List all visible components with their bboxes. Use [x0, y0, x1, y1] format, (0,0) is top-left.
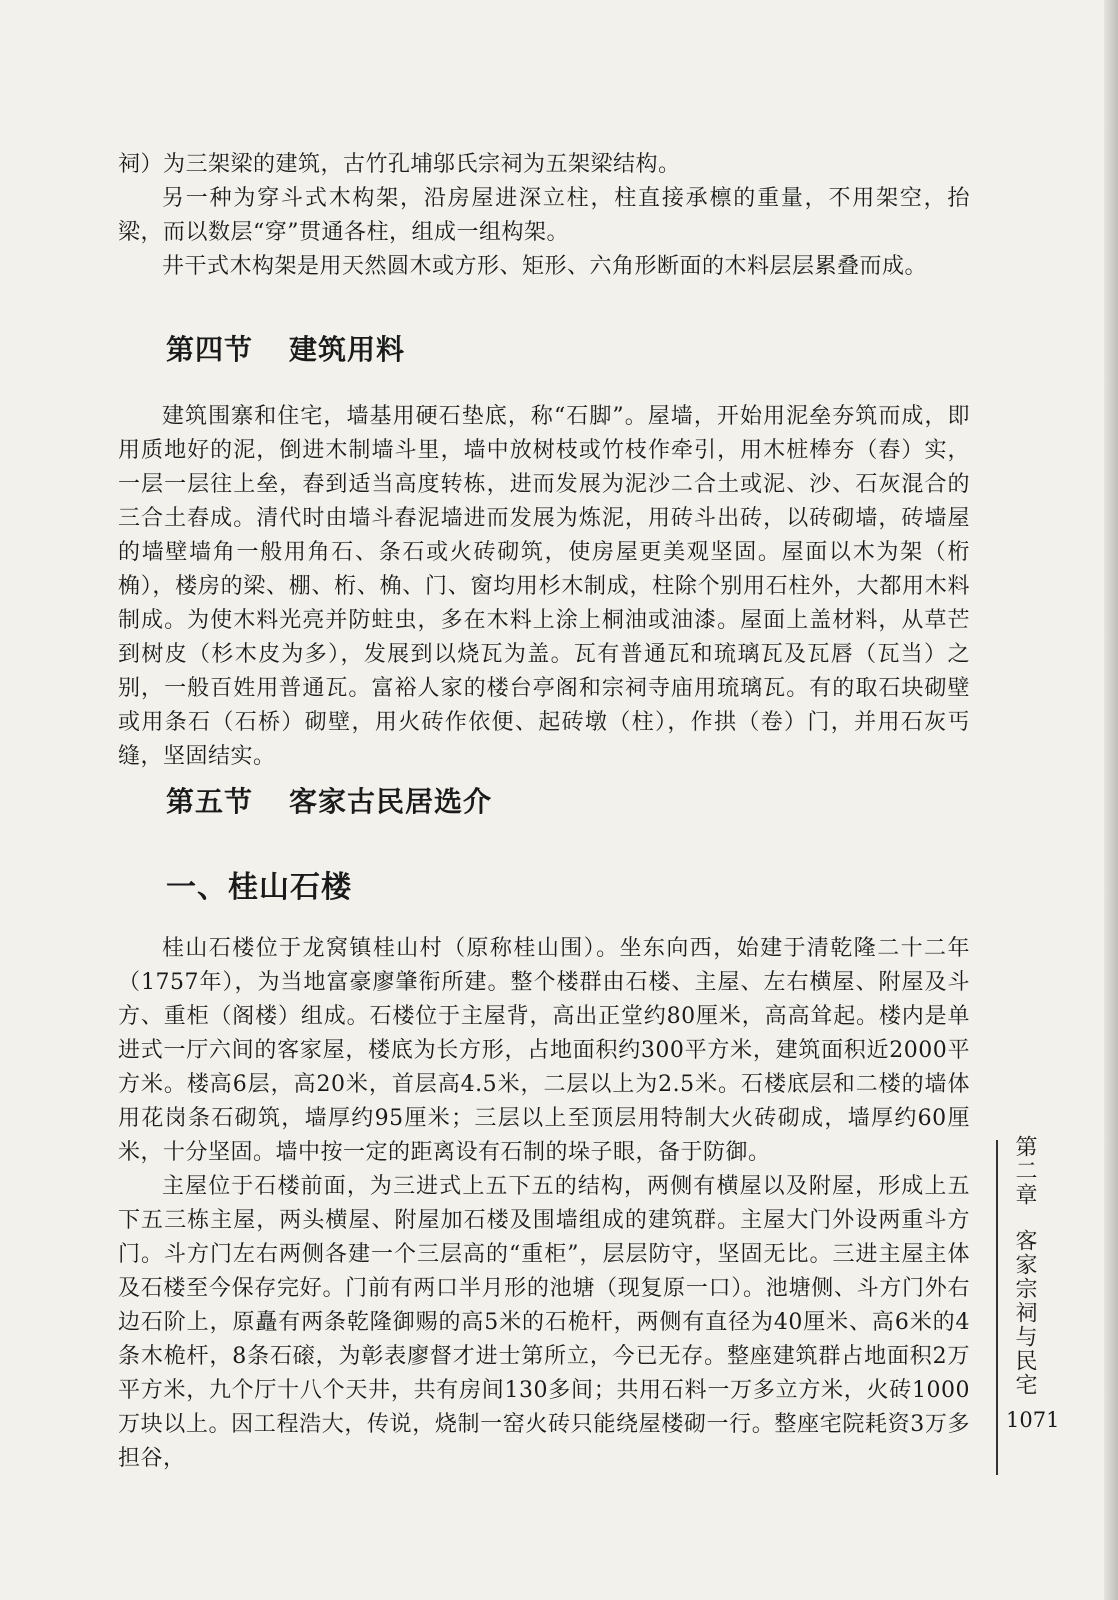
paragraph-jinggan-frame: 井干式木构架是用天然圆木或方形、矩形、六角形断面的木料层层累叠而成。	[162, 254, 928, 279]
section-number: 第五节	[166, 785, 254, 818]
page-edge-shadow	[1104, 0, 1118, 1600]
subsection-heading-guishan: 一、桂山石楼	[166, 870, 352, 905]
section-title: 建筑用料	[289, 333, 406, 366]
paragraph-building-materials: 建筑围寨和住宅，墙基用硬石垫底，称“石脚”。屋墙，开始用泥垒夯筑而成，即用质地好的泥，倒进木制墙斗里，墙中放树枝或竹枝作牵引，用木桩棒夯（舂）实，一层一层往上垒，舂到适当高度转栋，进而发展为泥沙二合土或泥、沙、石灰混合的三合土舂成。清代时由墙斗舂泥墙进而发展为炼泥，用砖斗出砖，以砖砌墙，砖墙屋的墙壁墙角一般用角石、条石或火砖砌筑，使房屋更美观坚固。屋面以木为架（桁桷），楼房的梁、棚、桁、桷、门、窗均用杉木制成，柱除个别用石柱外，大都用木料制成。为使木料光亮并防蛀虫，多在木料上涂上桐油或油漆。屋面上盖材料，从草芒到树皮（杉木皮为多），发展到以烧瓦为盖。瓦有普通瓦和琉璃瓦及瓦唇（瓦当）之别，一般百姓用普通瓦。富裕人家的楼台亭阁和宗祠寺庙用琉璃瓦。有的取石块砌壁或用条石（石桥）砌壁，用火砖作依便、起砖墩（柱），作拱（卷）门，并用石灰丐缝，坚固结实。	[118, 404, 970, 769]
paragraph-beam-structure: 祠）为三架梁的建筑，古竹孔埔邬氏宗祠为五架梁结构。	[118, 152, 681, 177]
paragraph-chuandou-frame: 另一种为穿斗式木构架，沿房屋进深立柱，柱直接承檩的重量，不用架空，抬梁，而以数层“穿”贯通各柱，组成一组构架。	[118, 186, 970, 245]
section-heading-materials	[166, 328, 405, 368]
margin-rule	[996, 1140, 998, 1475]
section-number: 第四节	[166, 333, 254, 366]
paragraph-main-house: 主屋位于石楼前面，为三进式上五下五的结构，两侧有横屋以及附屋，形成上五下五三栋主屋，两头横屋、附屋加石楼及围墙组成的建筑群。主屋大门外设两重斗方门。斗方门左右两侧各建一个三层高的“重柜”，层层防守，坚固无比。三进主屋主体及石楼至今保存完好。门前有两口半月形的池塘（现复原一口）。池塘侧、斗方门外右边石阶上，原矗有两条乾隆御赐的高5米的石桅杆，两侧有直径为40厘米、高6米的4条木桅杆，8条石磙，为彰表廖督才进士第所立，今已无存。整座建筑群占地面积2万平方米，九个厅十八个天井，共有房间130多间；共用石料一万多立方米，火砖1000万块以上。因工程浩大，传说，烧制一窑火砖只能绕屋楼砌一行。整座宅院耗资3万多担谷，	[118, 1174, 970, 1471]
chapter-title: 客家宗祠与民宅	[1012, 1229, 1037, 1397]
paragraph-guishan-stone-tower: 桂山石楼位于龙窝镇桂山村（原称桂山围）。坐东向西，始建于清乾隆二十二年（1757年），为当地富豪廖肇衔所建。整个楼群由石楼、主屋、左右横屋、附屋及斗方、重柜（阁楼）组成。石楼位于主屋背，高出正堂约80厘米，高高耸起。楼内是单进式一厅六间的客家屋，楼底为长方形，占地面积约300平方米，建筑面积近2000平方米。楼高6层，高20米，首层高4.5米，二层以上为2.5米。石楼底层和二楼的墙体用花岗条石砌筑，墙厚约95厘米；三层以上至顶层用特制大火砖砌成，墙厚约60厘米，十分坚固。墙中按一定的距离设有石制的垛子眼，备于防御。	[118, 936, 970, 1165]
chapter-label: 第二章	[1012, 1135, 1037, 1207]
section-title: 客家古民居选介	[289, 785, 493, 818]
page-number: 1071	[1006, 1408, 1060, 1432]
section-heading-residences	[166, 780, 492, 820]
running-header-vertical	[1012, 1135, 1036, 1397]
